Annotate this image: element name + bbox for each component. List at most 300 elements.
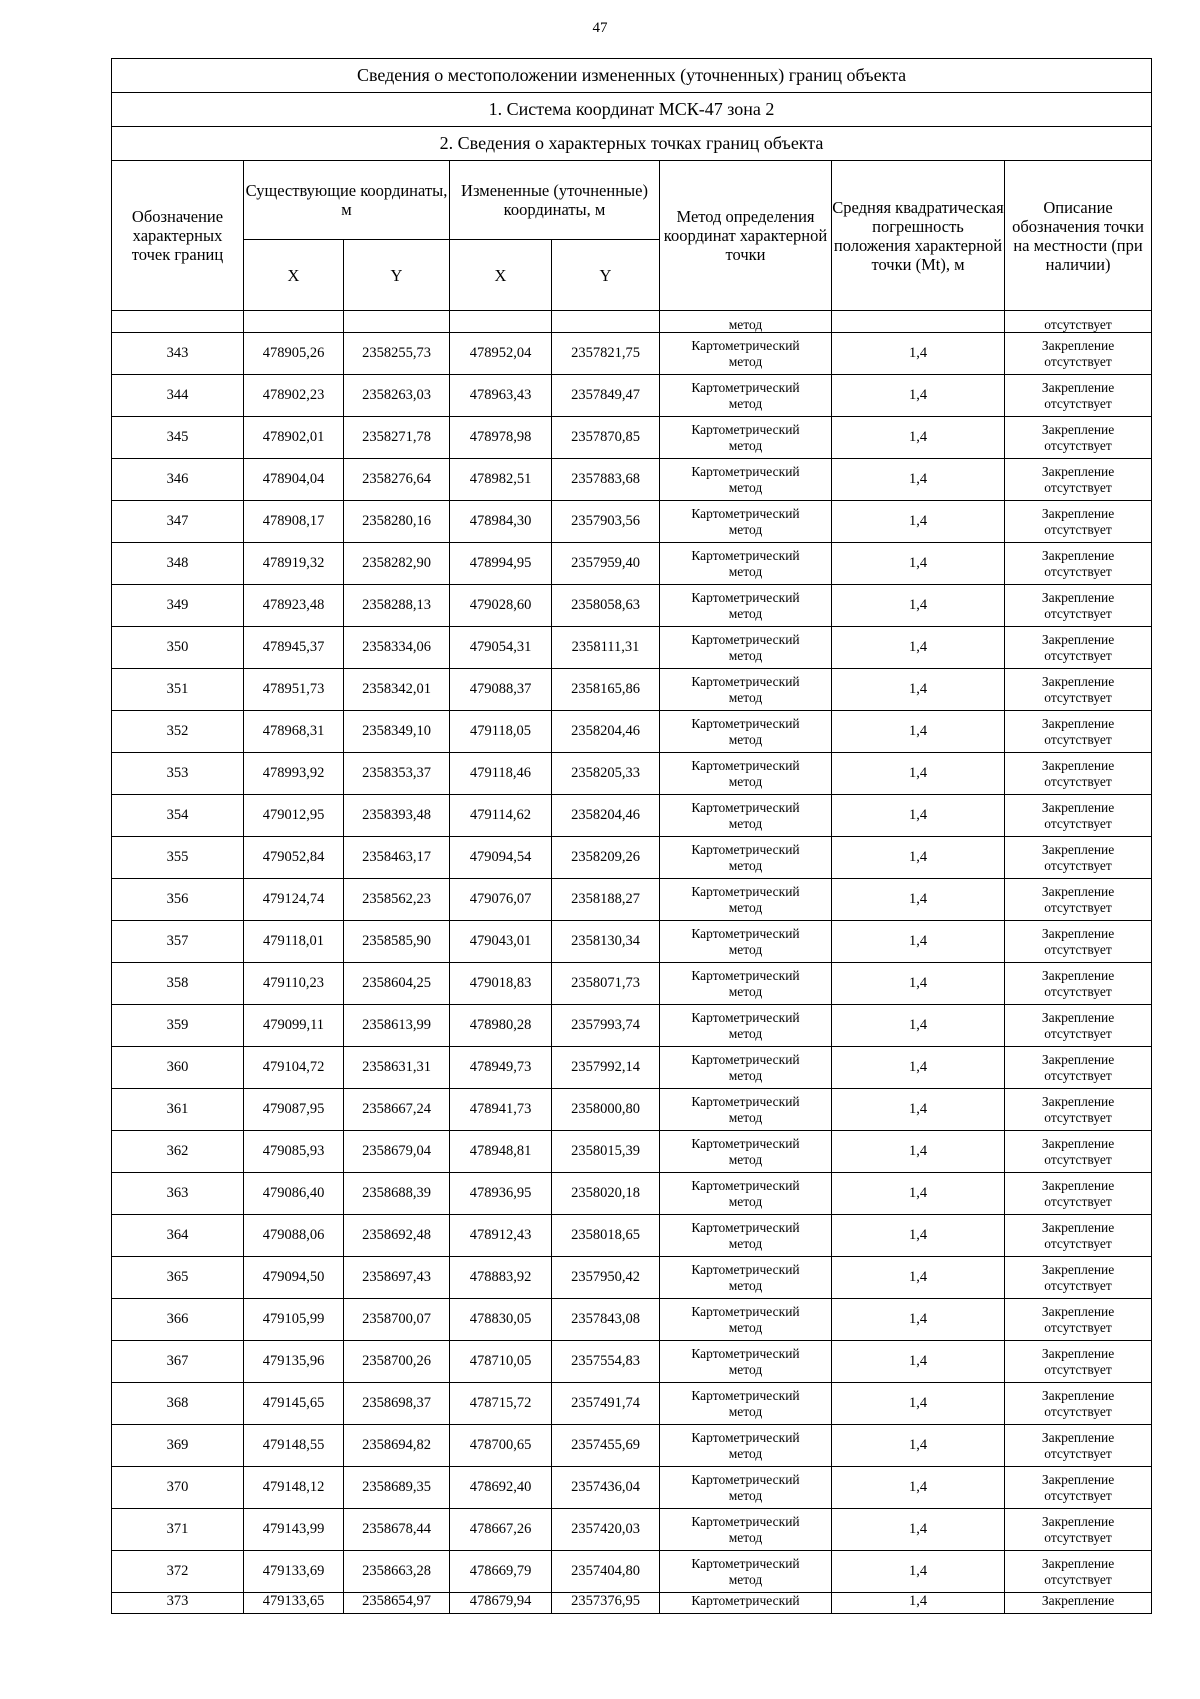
existing-y-cell: 2358288,13 [344,585,450,627]
point-number-cell: 358 [112,963,244,1005]
description-cell [1005,921,1152,963]
existing-y-cell: 2358698,37 [344,1383,450,1425]
changed-y-cell: 2357821,75 [552,333,660,375]
table-row [112,1005,1152,1047]
existing-x-cell: 479088,06 [244,1215,344,1257]
description-cell [1005,501,1152,543]
changed-x-cell: 478679,94 [450,1593,552,1614]
error-cell: 1,4 [832,879,1005,921]
existing-y-cell: 2358349,10 [344,711,450,753]
point-number-cell: 373 [112,1593,244,1614]
existing-y-cell: 2358562,23 [344,879,450,921]
description-cell [1005,1005,1152,1047]
point-number-cell: 343 [112,333,244,375]
changed-y-cell: 2358111,31 [552,627,660,669]
error-cell: 1,4 [832,1383,1005,1425]
method-cell [660,1215,832,1257]
header-description: Описание обозначения точки на местности (при наличии) [1005,161,1152,311]
changed-x-cell: 478692,40 [450,1467,552,1509]
changed-y-cell: 2357843,08 [552,1299,660,1341]
method-line-1: Картометрический [691,1135,800,1151]
existing-x-cell: 479094,50 [244,1257,344,1299]
description-line-1: Закрепление [1041,925,1115,941]
description-cell [1005,459,1152,501]
point-number-cell: 371 [112,1509,244,1551]
description-line-1: Закрепление [1041,1261,1115,1277]
method-cell [660,921,832,963]
existing-x-cell: 479085,93 [244,1131,344,1173]
table-row [112,1425,1152,1467]
description-line-1: Закрепление [1041,1303,1115,1319]
description-cell [1005,333,1152,375]
method-line-1: Картометрический [691,1471,800,1487]
point-number-cell: 346 [112,459,244,501]
method-line-2: метод [728,1529,763,1545]
changed-x-cell: 478883,92 [450,1257,552,1299]
method-line-1: Картометрический [691,799,800,815]
error-cell: 1,4 [832,333,1005,375]
description-line-1: Закрепление [1041,1471,1115,1487]
error-cell: 1,4 [832,1467,1005,1509]
description-line-1: Закрепление [1041,631,1115,647]
existing-y-cell: 2358255,73 [344,333,450,375]
changed-x-cell: 478830,05 [450,1299,552,1341]
point-number-cell: 368 [112,1383,244,1425]
existing-x-cell: 478904,04 [244,459,344,501]
changed-x-cell: 478984,30 [450,501,552,543]
section-title: 2. Сведения о характерных точках границ объекта [112,127,1152,161]
table-row [112,1089,1152,1131]
description-line-1: Закрепление [1041,841,1115,857]
description-cell [1005,1551,1152,1593]
method-line-2: метод [728,395,763,411]
table-row [112,333,1152,375]
description-line-2: отсутствует [1044,1193,1112,1209]
error-cell: 1,4 [832,1299,1005,1341]
description-line-1: Закрепление [1041,589,1115,605]
method-line-2: метод [728,1403,763,1419]
method-line-1: Картометрический [691,1345,800,1361]
page-number: 47 [592,20,608,36]
description-line-2: отсутствует [1044,1319,1112,1335]
description-line-2: отсутствует [1044,1403,1112,1419]
changed-y-cell: 2357376,95 [552,1593,660,1614]
point-number-cell: 362 [112,1131,244,1173]
changed-x-cell: 478949,73 [450,1047,552,1089]
changed-y-cell: 2358205,33 [552,753,660,795]
point-number-cell: 357 [112,921,244,963]
table-row [112,753,1152,795]
description-cell [1005,1257,1152,1299]
changed-x-cell: 478715,72 [450,1383,552,1425]
method-cell [660,837,832,879]
changed-x-cell: 478912,43 [450,1215,552,1257]
existing-x-cell: 478945,37 [244,627,344,669]
method-line-1: Картометрический [691,631,800,647]
method-line-2: метод [728,689,763,705]
description-cell [1005,1341,1152,1383]
description-line-2: отсутствует [1044,1067,1112,1083]
table-row [112,711,1152,753]
description-cell [1005,1509,1152,1551]
point-number-cell: 351 [112,669,244,711]
method-cell [660,585,832,627]
existing-x-cell: 478951,73 [244,669,344,711]
existing-x-cell: 479104,72 [244,1047,344,1089]
method-line-2: метод [728,437,763,453]
changed-x-cell: 479018,83 [450,963,552,1005]
description-cell [1005,669,1152,711]
method-line-1: Картометрический [691,1429,800,1445]
method-line-2: метод [728,1151,763,1167]
table-row [112,543,1152,585]
method-line-2: метод [728,731,763,747]
method-line-1: Картометрический [691,379,800,395]
method-line-1: Картометрический [691,967,800,983]
header-method: Метод определения координат характерной точки [660,161,832,311]
error-cell: 1,4 [832,585,1005,627]
description-line-2: отсутствует [1044,353,1112,369]
description-cell [1005,1047,1152,1089]
table-row [112,879,1152,921]
coordinate-system-title: 1. Система координат МСК-47 зона 2 [112,93,1152,127]
method-cell [660,669,832,711]
method-cell [660,543,832,585]
method-cell [660,1341,832,1383]
method-line-2: метод [728,815,763,831]
table-row [112,1299,1152,1341]
description-line-1: Закрепление [1041,1135,1115,1151]
description-line-2: отсутствует [1044,1487,1112,1503]
method-line-1: Картометрический [691,1593,800,1608]
method-line-2: метод [728,899,763,915]
existing-y-cell: 2358342,01 [344,669,450,711]
description-line-1: Закрепление [1041,1051,1115,1067]
existing-y-cell: 2358692,48 [344,1215,450,1257]
changed-y-cell: 2357870,85 [552,417,660,459]
changed-y-cell: 2357436,04 [552,1467,660,1509]
existing-y-cell: 2358271,78 [344,417,450,459]
table-row [112,1257,1152,1299]
error-cell: 1,4 [832,1551,1005,1593]
changed-y-cell: 2358188,27 [552,879,660,921]
point-number-cell: 350 [112,627,244,669]
method-line-1: Картометрический [691,1261,800,1277]
existing-x-cell: 479124,74 [244,879,344,921]
method-cell [660,711,832,753]
description-cell [1005,1089,1152,1131]
point-number-cell: 356 [112,879,244,921]
error-cell: 1,4 [832,1593,1005,1614]
method-line-1: Картометрический [691,1387,800,1403]
changed-y-cell: 2358058,63 [552,585,660,627]
method-line-1: Картометрический [691,715,800,731]
changed-y-cell: 2357950,42 [552,1257,660,1299]
existing-y-cell: 2358689,35 [344,1467,450,1509]
table-row [112,963,1152,1005]
description-line-2: отсутствует [1044,521,1112,537]
changed-y-cell: 2358000,80 [552,1089,660,1131]
description-line-1: Закрепление [1041,463,1115,479]
method-cell [660,1383,832,1425]
method-line-2: метод [728,521,763,537]
method-cell [660,501,832,543]
method-line-1: Картометрический [691,925,800,941]
description-cell [1005,1383,1152,1425]
changed-y-cell: 2358204,46 [552,711,660,753]
description-line-1: Закрепление [1041,1345,1115,1361]
changed-y-cell: 2357455,69 [552,1425,660,1467]
description-line-1: Закрепление [1041,1555,1115,1571]
method-line-2: метод [728,647,763,663]
existing-y-cell: 2358678,44 [344,1509,450,1551]
changed-x-cell: 479088,37 [450,669,552,711]
changed-y-cell: 2358165,86 [552,669,660,711]
existing-y-cell: 2358694,82 [344,1425,450,1467]
method-line-1: Картометрический [691,547,800,563]
description-cell [1005,1467,1152,1509]
error-cell: 1,4 [832,1257,1005,1299]
description-line-2: отсутствует [1044,1529,1112,1545]
error-cell: 1,4 [832,921,1005,963]
description-line-1: Закрепление [1041,1429,1115,1445]
description-cell [1005,417,1152,459]
table-row [112,1551,1152,1593]
existing-x-cell: 479133,65 [244,1593,344,1614]
error-cell: 1,4 [832,1509,1005,1551]
method-line-2: метод [728,1487,763,1503]
method-line-2: метод [728,1235,763,1251]
description-line-1: Закрепление [1041,337,1115,353]
existing-x-cell: 479148,55 [244,1425,344,1467]
description-line-2: отсутствует [1044,479,1112,495]
table-row [112,1467,1152,1509]
description-line-2: отсутствует [1044,857,1112,873]
description-line-1: Закрепление [1041,1593,1115,1608]
point-number-cell: 348 [112,543,244,585]
description-line-2: отсутствует [1044,689,1112,705]
changed-x-cell: 479076,07 [450,879,552,921]
existing-y-cell: 2358393,48 [344,795,450,837]
description-cell [1005,543,1152,585]
method-line-2: метод [728,353,763,369]
header-existing-y: Y [344,240,450,311]
header-existing-coordinates: Существующие координаты, м [244,161,450,240]
table-title: Сведения о местоположении измененных (уточненных) границ объекта [112,59,1152,93]
error-cell: 1,4 [832,1341,1005,1383]
point-number-cell: 352 [112,711,244,753]
method-cell [660,795,832,837]
method-line-2: метод [728,1445,763,1461]
description-line-2: отсутствует [1044,815,1112,831]
description-line-1: Закрепление [1041,1093,1115,1109]
method-cell [660,753,832,795]
method-cell [660,1467,832,1509]
changed-y-cell: 2358020,18 [552,1173,660,1215]
error-cell: 1,4 [832,417,1005,459]
method-line-1: Картометрический [691,1219,800,1235]
description-cell [1005,963,1152,1005]
header-changed-coordinates: Измененные (уточненные) координаты, м [450,161,660,240]
error-cell: 1,4 [832,711,1005,753]
description-line-1: Закрепление [1041,547,1115,563]
method-line-1: Картометрический [691,1093,800,1109]
header-designation: Обозначение характерных точек границ [112,161,244,311]
method-cell [660,963,832,1005]
method-line-2: метод [728,1025,763,1041]
existing-y-cell: 2358631,31 [344,1047,450,1089]
existing-x-cell: 479145,65 [244,1383,344,1425]
method-cell [660,1089,832,1131]
description-line-1: Закрепление [1041,1387,1115,1403]
existing-y-cell: 2358585,90 [344,921,450,963]
method-line-1: Картометрический [691,883,800,899]
error-cell: 1,4 [832,669,1005,711]
existing-y-cell: 2358263,03 [344,375,450,417]
method-line-1: Картометрический [691,1513,800,1529]
description-line-2: отсутствует [1044,941,1112,957]
method-cell [660,1173,832,1215]
error-cell: 1,4 [832,1005,1005,1047]
existing-x-cell: 479086,40 [244,1173,344,1215]
point-number-cell: 369 [112,1425,244,1467]
table-row [112,1173,1152,1215]
changed-y-cell: 2357849,47 [552,375,660,417]
method-cell [660,1299,832,1341]
error-cell: 1,4 [832,543,1005,585]
coordinates-table [111,58,1152,1614]
description-line-2: отсутствует [1044,1151,1112,1167]
point-number-cell: 345 [112,417,244,459]
changed-x-cell: 478669,79 [450,1551,552,1593]
changed-y-cell: 2357959,40 [552,543,660,585]
description-line-2: отсутствует [1044,437,1112,453]
method-line-1: Картометрический [691,589,800,605]
table-row [112,627,1152,669]
description-cell [1005,837,1152,879]
existing-y-cell: 2358663,28 [344,1551,450,1593]
changed-x-cell: 478936,95 [450,1173,552,1215]
changed-y-cell: 2357420,03 [552,1509,660,1551]
method-cell [660,417,832,459]
point-number-cell: 353 [112,753,244,795]
point-number-cell: 370 [112,1467,244,1509]
changed-x-cell: 479028,60 [450,585,552,627]
description-cell [1005,795,1152,837]
continuation-row [112,311,1152,333]
description-line-2: отсутствует [1044,1235,1112,1251]
changed-y-cell: 2357491,74 [552,1383,660,1425]
table-row [112,669,1152,711]
changed-x-cell: 478952,04 [450,333,552,375]
existing-x-cell: 478923,48 [244,585,344,627]
description-cell [1005,1593,1152,1614]
error-cell: 1,4 [832,1425,1005,1467]
description-cell [1005,1173,1152,1215]
table-row [112,1131,1152,1173]
changed-x-cell: 478978,98 [450,417,552,459]
existing-y-cell: 2358353,37 [344,753,450,795]
changed-x-cell: 479054,31 [450,627,552,669]
existing-y-cell: 2358463,17 [344,837,450,879]
existing-y-cell: 2358334,06 [344,627,450,669]
error-cell: 1,4 [832,795,1005,837]
description-cell [1005,1425,1152,1467]
method-line-1: Картометрический [691,757,800,773]
point-number-cell: 363 [112,1173,244,1215]
changed-x-cell: 478710,05 [450,1341,552,1383]
table-row [112,375,1152,417]
existing-y-cell: 2358700,07 [344,1299,450,1341]
table-row [112,585,1152,627]
method-cell [660,1593,832,1614]
description-line-2: отсутствует [1044,773,1112,789]
error-cell: 1,4 [832,1173,1005,1215]
header-changed-x: X [450,240,552,311]
existing-y-cell: 2358697,43 [344,1257,450,1299]
changed-y-cell: 2358071,73 [552,963,660,1005]
changed-x-cell: 479114,62 [450,795,552,837]
point-number-cell: 365 [112,1257,244,1299]
method-line-2: метод [728,1277,763,1293]
existing-x-cell: 479118,01 [244,921,344,963]
error-cell: 1,4 [832,1089,1005,1131]
description-line-2: отсутствует [1044,395,1112,411]
point-number-cell: 347 [112,501,244,543]
error-cell: 1,4 [832,627,1005,669]
existing-x-cell: 479135,96 [244,1341,344,1383]
existing-x-cell: 478908,17 [244,501,344,543]
error-cell: 1,4 [832,837,1005,879]
method-line-1: Картометрический [691,673,800,689]
description-line-2: отсутствует [1044,731,1112,747]
method-line-2: метод [728,1067,763,1083]
method-line-2: метод [728,857,763,873]
description-line-2: отсутствует [1044,1025,1112,1041]
point-number-cell: 361 [112,1089,244,1131]
description-line-2: отсутствует [1044,1361,1112,1377]
error-cell: 1,4 [832,1131,1005,1173]
description-line-1: Закрепление [1041,421,1115,437]
description-line-1: Закрепление [1041,379,1115,395]
header-changed-y: Y [552,240,660,311]
changed-x-cell: 478667,26 [450,1509,552,1551]
method-cell [660,627,832,669]
changed-y-cell: 2358130,34 [552,921,660,963]
description-line-1: Закрепление [1041,799,1115,815]
method-line-2: метод [728,941,763,957]
point-number-cell: 344 [112,375,244,417]
description-line-1: Закрепление [1041,505,1115,521]
error-cell: 1,4 [832,375,1005,417]
existing-y-cell: 2358700,26 [344,1341,450,1383]
method-line-1: Картометрический [691,1009,800,1025]
table-row [112,837,1152,879]
existing-x-cell: 479110,23 [244,963,344,1005]
method-line-1: Картометрический [691,1555,800,1571]
method-line-1: Картометрический [691,337,800,353]
description-cell [1005,1131,1152,1173]
method-line-1: Картометрический [691,421,800,437]
changed-x-cell: 479118,05 [450,711,552,753]
method-line-2: метод [728,1571,763,1587]
existing-x-cell: 478993,92 [244,753,344,795]
description-line-1: Закрепление [1041,967,1115,983]
changed-y-cell: 2357903,56 [552,501,660,543]
method-cell [660,1131,832,1173]
changed-y-cell: 2358204,46 [552,795,660,837]
existing-x-cell: 478902,23 [244,375,344,417]
